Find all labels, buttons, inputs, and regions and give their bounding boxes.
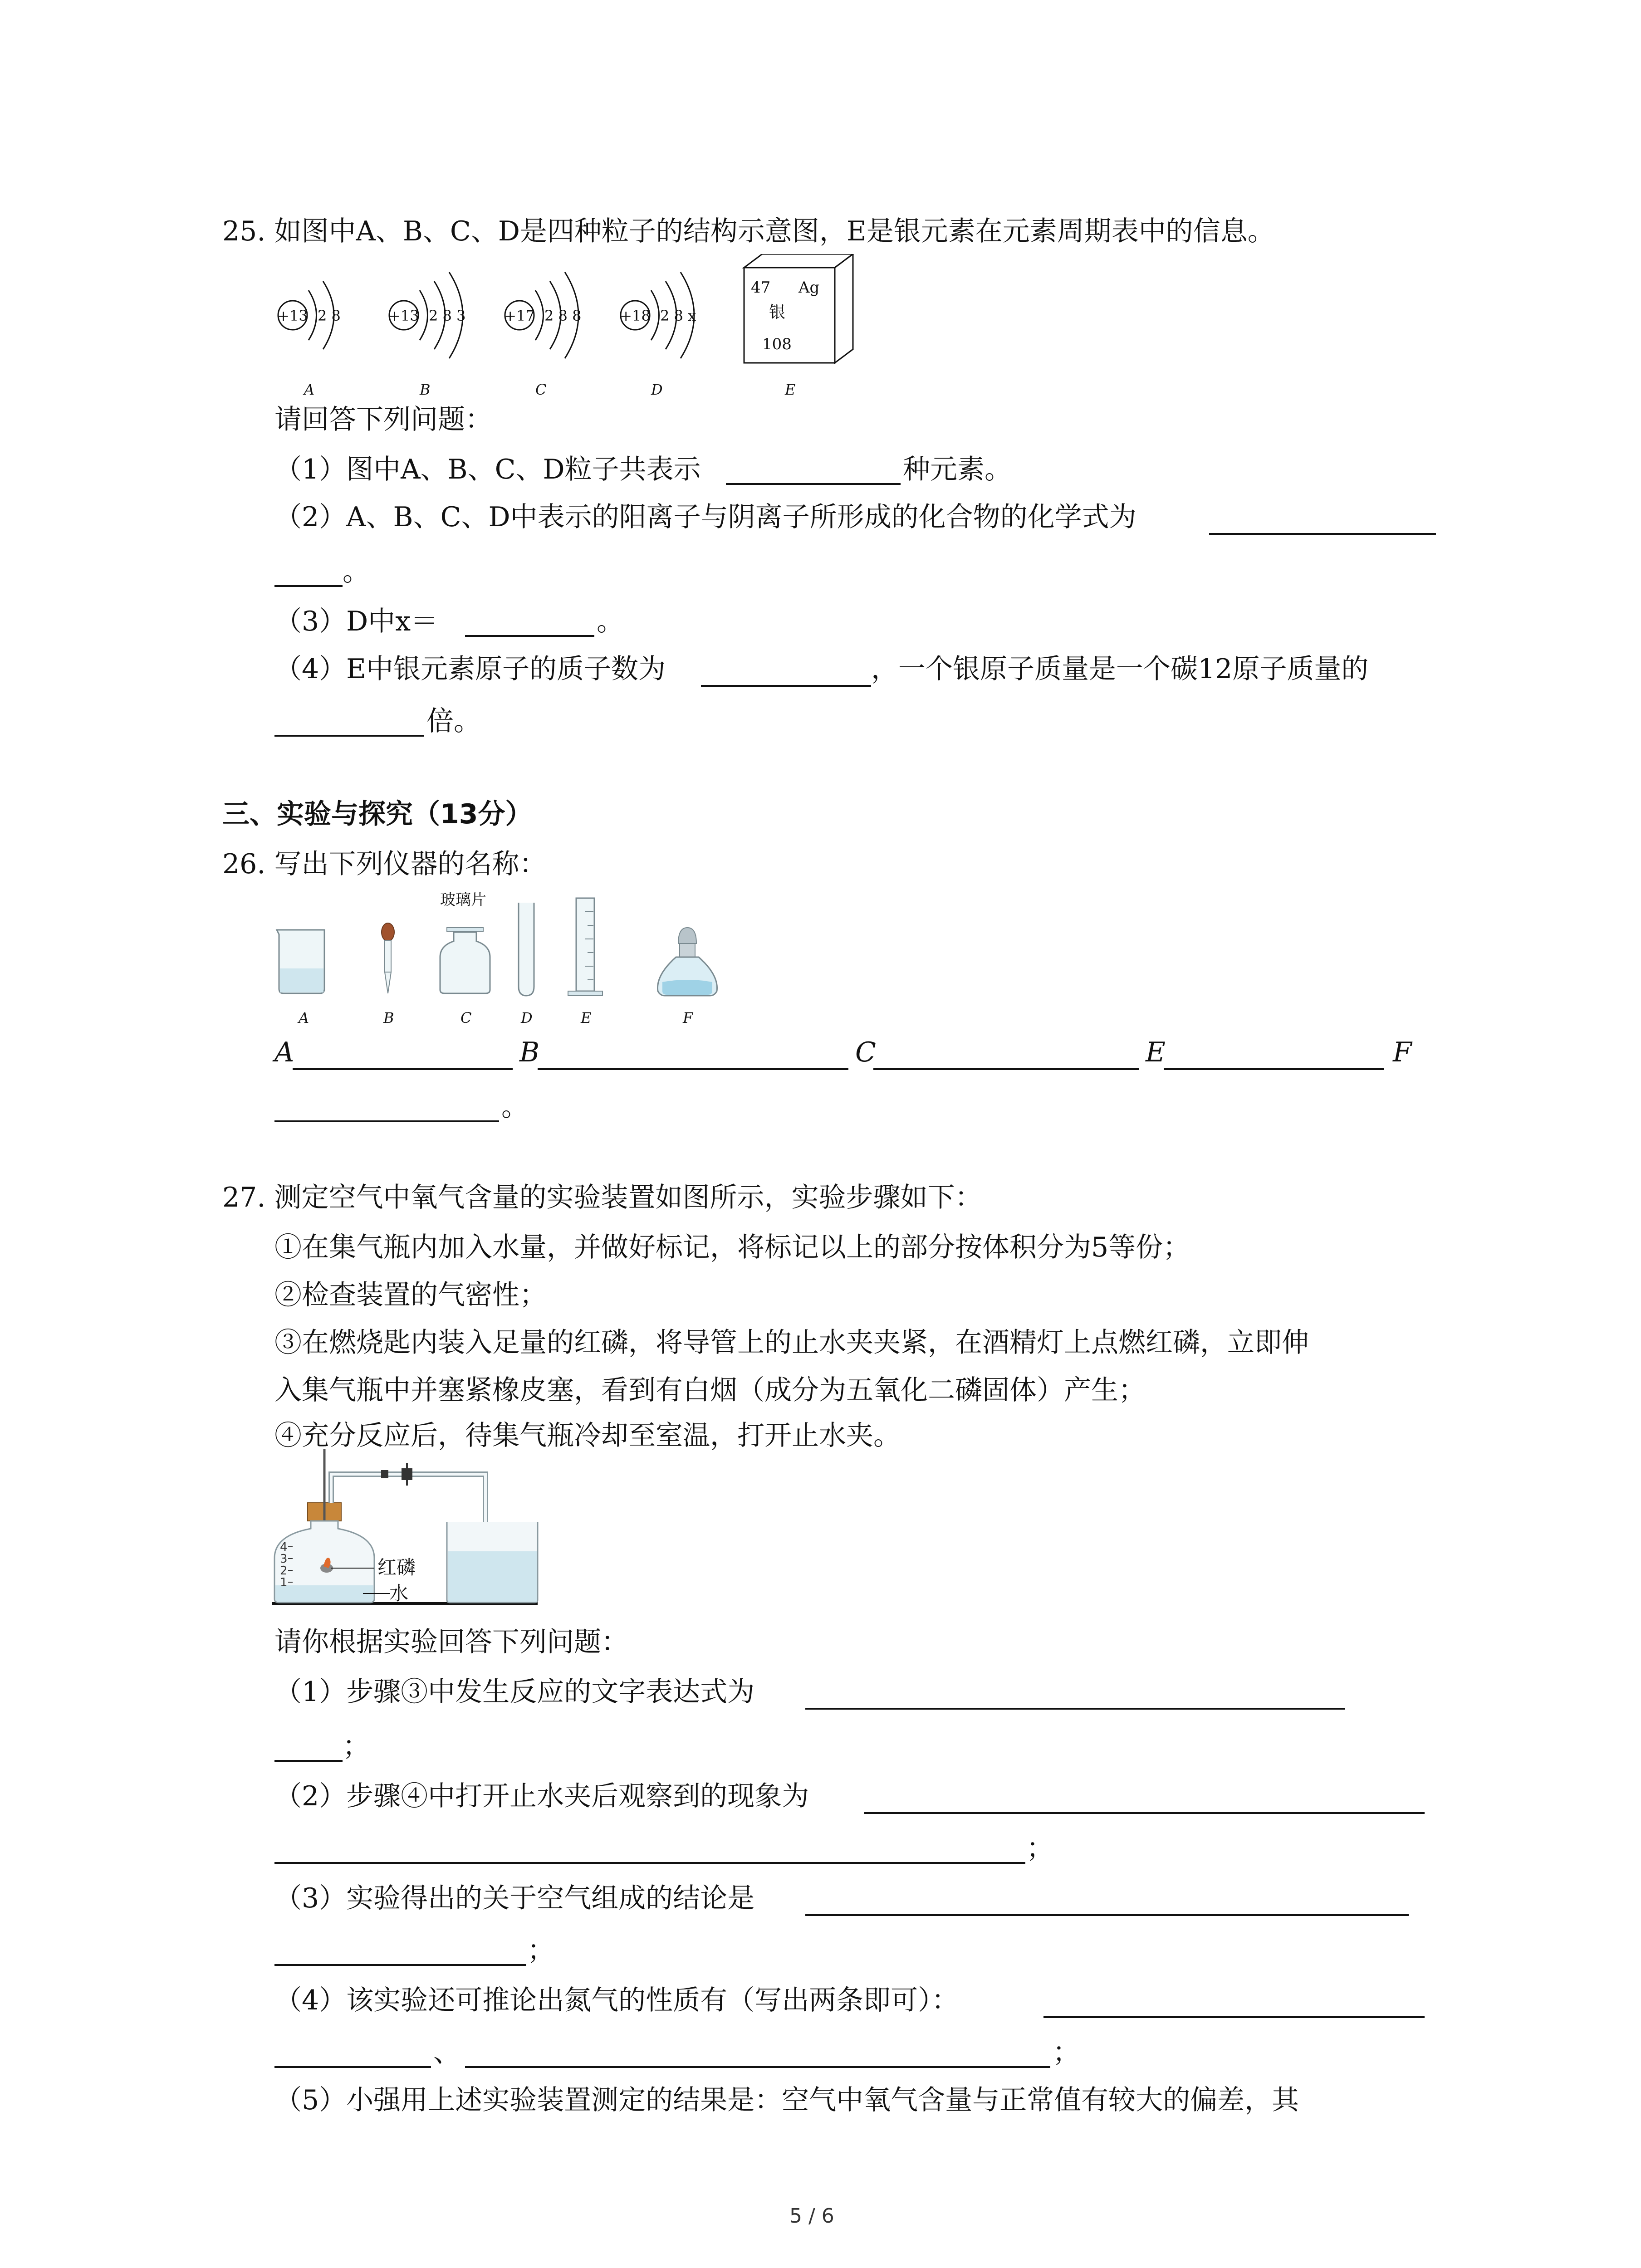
q26-blank-f[interactable] — [274, 1120, 499, 1122]
q25-part4-text: （4）E中银元素原子的质子数为 — [274, 653, 666, 685]
atom-diagram-figure — [268, 254, 894, 408]
q27-part1-blank-line2[interactable] — [274, 1760, 343, 1762]
q26-answer-b-label: B — [519, 1036, 540, 1068]
q27-part4-blank2[interactable] — [274, 2066, 431, 2068]
fig-label-red-phosphorus: 红磷 — [377, 1556, 416, 1579]
q25-part2-blank-line1[interactable] — [1209, 533, 1436, 535]
lab-instruments-figure — [268, 885, 749, 1030]
nucleus-b: +13 — [388, 307, 419, 324]
q27-part4-blank3[interactable] — [465, 2066, 1050, 2068]
element-number: 47 — [751, 279, 771, 297]
q27-step3-line2: 入集气瓶中并塞紧橡皮塞，看到有白烟（成分为五氧化二磷固体）产生； — [274, 1374, 1146, 1406]
q25-part1-end: 种元素。 — [903, 454, 1012, 485]
q26-fig-label-d: D — [521, 1009, 533, 1026]
q26-glass-plate-label: 玻璃片 — [440, 891, 486, 909]
q25-part1-blank[interactable] — [726, 483, 901, 485]
q27-part2-text: （2）步骤④中打开止水夹后观察到的现象为 — [274, 1780, 809, 1812]
gas-jar-icon — [440, 928, 490, 993]
q25-part4-blank2[interactable] — [274, 735, 424, 737]
q26-blank-c[interactable] — [873, 1068, 1139, 1070]
fig-label-water: 水 — [389, 1582, 409, 1604]
atom-diagram-d — [620, 272, 696, 398]
beaker-icon — [277, 930, 324, 993]
label-b: B — [420, 381, 431, 398]
page-number: 5 / 6 — [789, 2204, 834, 2228]
q27-part1-text: （1）步骤③中发生反应的文字表达式为 — [274, 1676, 755, 1708]
q26-fig-label-b: B — [383, 1009, 394, 1026]
jar-mark-1: 1 — [280, 1576, 288, 1589]
q27-part4-blank-line1[interactable] — [1043, 2016, 1425, 2018]
shells-b: 2 8 3 — [429, 307, 466, 324]
q27-part2-end: ； — [1026, 1833, 1053, 1864]
jar-mark-2: 2 — [280, 1564, 288, 1578]
q25-part2-text: （2）A、B、C、D中表示的阳离子与阴离子所形成的化合物的化学式为 — [274, 501, 1136, 533]
q25-part2-blank-line2[interactable] — [274, 585, 343, 587]
q25-part4-middle: ，一个银原子质量是一个碳12原子质量的 — [871, 653, 1369, 685]
q26-fig-label-f: F — [683, 1009, 693, 1026]
q27-part4-separator: 、 — [433, 2037, 460, 2068]
label-a: A — [304, 381, 315, 398]
shells-d: 2 8 x — [660, 307, 696, 324]
q27-part4-text: （4）该实验还可推论出氮气的性质有（写出两条即可）： — [274, 1984, 959, 2016]
nucleus-a: +13 — [277, 307, 308, 324]
q26-answer-f-label: F — [1393, 1036, 1412, 1068]
q27-part2-blank-line1[interactable] — [864, 1812, 1425, 1814]
q27-part3-blank-line1[interactable] — [805, 1914, 1409, 1916]
q25-part4-end: 倍。 — [426, 705, 481, 737]
atom-diagram-c — [504, 272, 581, 398]
q27-prompt: 请你根据实验回答下列问题： — [274, 1626, 628, 1658]
nucleus-d: +18 — [620, 307, 651, 324]
atom-diagram-b — [388, 272, 465, 398]
q26-blank-a[interactable] — [293, 1068, 513, 1070]
q26-answer-c-label: C — [855, 1036, 876, 1068]
label-d: D — [651, 381, 663, 398]
q27-part4-end: ； — [1053, 2037, 1080, 2068]
graduated-cylinder-icon — [568, 898, 603, 996]
q25-part3-blank[interactable] — [465, 635, 594, 637]
label-c: C — [535, 381, 547, 398]
element-name: 银 — [769, 303, 786, 322]
q26-end: 。 — [501, 1091, 529, 1123]
nucleus-c: +17 — [504, 307, 535, 324]
q27-part5-text: （5）小强用上述实验装置测定的结果是：空气中氧气含量与正常值有较大的偏差，其 — [274, 2084, 1299, 2116]
q26-stem: 26. 写出下列仪器的名称： — [222, 848, 547, 880]
q25-part3-end: 。 — [597, 606, 624, 637]
q27-step2: ②检查装置的气密性； — [274, 1279, 547, 1311]
q27-step1: ①在集气瓶内加入水量，并做好标记，将标记以上的部分按体积分为5等份； — [274, 1232, 1190, 1263]
q27-step4: ④充分反应后，待集气瓶冷却至室温，打开止水夹。 — [274, 1420, 901, 1452]
q27-part3-end: ； — [527, 1935, 554, 1966]
element-mass: 108 — [762, 335, 792, 353]
element-card-e — [744, 254, 853, 398]
jar-mark-4: 4 — [280, 1540, 288, 1554]
q25-part2-end: 。 — [343, 556, 370, 587]
q26-blank-b[interactable] — [538, 1068, 848, 1070]
q26-fig-label-e: E — [581, 1009, 592, 1026]
q25-part3-text: （3）D中x＝ — [274, 606, 438, 637]
label-e: E — [785, 381, 796, 398]
element-symbol: Ag — [798, 279, 820, 297]
shells-c: 2 8 8 — [544, 307, 582, 324]
q25-part4-blank1[interactable] — [701, 685, 871, 687]
q27-part1-end: ； — [343, 1730, 370, 1762]
q25-prompt: 请回答下列问题： — [274, 404, 492, 435]
jar-mark-3: 3 — [280, 1552, 288, 1566]
q26-blank-e[interactable] — [1164, 1068, 1384, 1070]
alcohol-lamp-icon — [658, 928, 717, 996]
q27-step3-line1: ③在燃烧匙内装入足量的红磷，将导管上的止水夹夹紧，在酒精灯上点燃红磷，立即伸 — [274, 1327, 1309, 1359]
q26-fig-label-a: A — [299, 1009, 309, 1026]
q27-part1-blank-line1[interactable] — [805, 1708, 1345, 1710]
test-tube-icon — [519, 903, 534, 996]
q27-part2-blank-line2[interactable] — [274, 1862, 1025, 1864]
oxygen-experiment-apparatus — [272, 1449, 563, 1622]
shells-a: 2 8 — [318, 307, 341, 324]
q27-stem: 27. 测定空气中氧气含量的实验装置如图所示，实验步骤如下： — [222, 1182, 982, 1213]
q27-part3-text: （3）实验得出的关于空气组成的结论是 — [274, 1882, 755, 1914]
q27-part3-blank-line2[interactable] — [274, 1964, 526, 1966]
q26-answer-e-label: E — [1146, 1036, 1166, 1068]
q26-fig-label-c: C — [460, 1009, 472, 1026]
dropper-icon — [382, 923, 394, 993]
section-3-title: 三、实验与探究（13分） — [222, 798, 533, 830]
atom-diagram-a — [277, 281, 341, 398]
q25-part1-text: （1）图中A、B、C、D粒子共表示 — [274, 454, 701, 485]
q25-stem: 25. 如图中A、B、C、D是四种粒子的结构示意图，E是银元素在元素周期表中的信息。 — [222, 215, 1275, 247]
q26-answer-a-label: A — [274, 1036, 294, 1068]
